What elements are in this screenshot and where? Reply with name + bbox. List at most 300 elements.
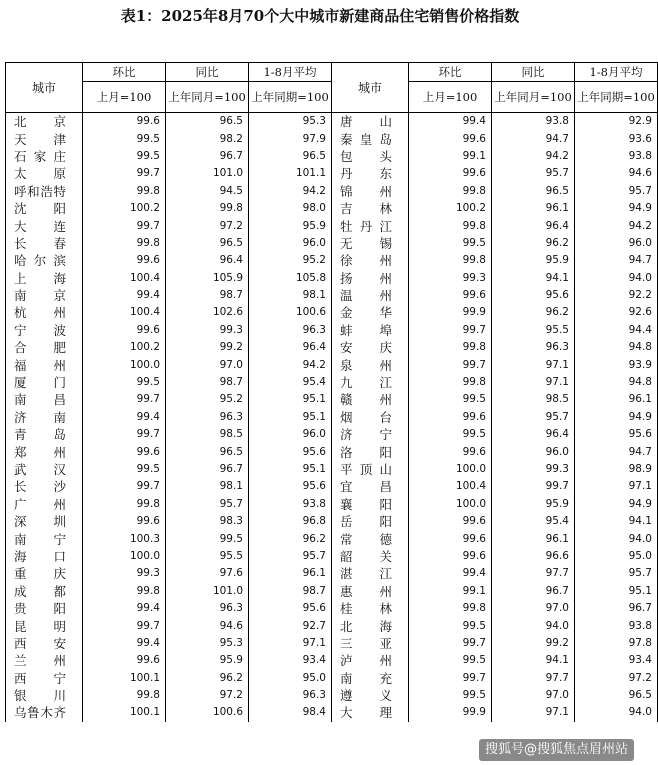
avg-value-right: 96.5 bbox=[575, 687, 658, 704]
city-name-left: 哈尔滨 bbox=[6, 252, 83, 269]
table-row bbox=[6, 670, 658, 687]
yoy-value-right: 96.4 bbox=[492, 426, 575, 443]
table-row bbox=[6, 391, 658, 408]
avg-value-right: 94.7 bbox=[575, 252, 658, 269]
city-name-left: 青岛 bbox=[6, 426, 83, 443]
table-row bbox=[6, 704, 658, 721]
avg-value-left: 95.3 bbox=[249, 113, 332, 131]
yoy-value-left: 95.2 bbox=[166, 391, 249, 408]
avg-value-left: 98.1 bbox=[249, 287, 332, 304]
yoy-value-left: 99.8 bbox=[166, 200, 249, 217]
yoy-value-left: 96.5 bbox=[166, 443, 249, 460]
mom-value-left: 99.6 bbox=[83, 252, 166, 269]
mom-value-right: 99.9 bbox=[409, 704, 492, 721]
city-name-left: 福州 bbox=[6, 356, 83, 373]
yoy-value-left: 97.2 bbox=[166, 687, 249, 704]
mom-value-right: 99.6 bbox=[409, 530, 492, 547]
mom-value-right: 99.5 bbox=[409, 391, 492, 408]
mom-value-left: 99.6 bbox=[83, 322, 166, 339]
city-name-left: 厦门 bbox=[6, 374, 83, 391]
avg-value-right: 92.2 bbox=[575, 287, 658, 304]
city-name-left: 石家庄 bbox=[6, 148, 83, 165]
city-name-right: 蚌埠 bbox=[332, 322, 409, 339]
yoy-value-right: 95.9 bbox=[492, 252, 575, 269]
mom-value-left: 99.8 bbox=[83, 687, 166, 704]
avg-value-right: 93.8 bbox=[575, 148, 658, 165]
avg-value-left: 96.3 bbox=[249, 687, 332, 704]
avg-value-right: 94.8 bbox=[575, 374, 658, 391]
table-row bbox=[6, 217, 658, 234]
city-name-left: 海口 bbox=[6, 548, 83, 565]
city-name-right: 襄阳 bbox=[332, 496, 409, 513]
city-name-left: 上海 bbox=[6, 270, 83, 287]
header-avg-base-left: 上年同期=100 bbox=[249, 82, 332, 113]
mom-value-left: 99.5 bbox=[83, 148, 166, 165]
yoy-value-right: 95.6 bbox=[492, 287, 575, 304]
avg-value-right: 93.4 bbox=[575, 652, 658, 669]
header-city-right: 城市 bbox=[332, 63, 409, 113]
avg-value-left: 100.6 bbox=[249, 304, 332, 321]
yoy-value-right: 94.1 bbox=[492, 270, 575, 287]
yoy-value-left: 96.7 bbox=[166, 148, 249, 165]
table-row bbox=[6, 252, 658, 269]
city-name-left: 深圳 bbox=[6, 513, 83, 530]
table-row bbox=[6, 513, 658, 530]
city-name-right: 吉林 bbox=[332, 200, 409, 217]
city-name-right: 包头 bbox=[332, 148, 409, 165]
avg-value-left: 95.2 bbox=[249, 252, 332, 269]
city-name-left: 杭州 bbox=[6, 304, 83, 321]
yoy-value-left: 96.7 bbox=[166, 461, 249, 478]
yoy-value-right: 96.4 bbox=[492, 217, 575, 234]
city-name-left: 南昌 bbox=[6, 391, 83, 408]
mom-value-right: 99.6 bbox=[409, 513, 492, 530]
yoy-value-right: 94.2 bbox=[492, 148, 575, 165]
header-mom-base-left: 上月=100 bbox=[83, 82, 166, 113]
city-name-left: 广州 bbox=[6, 496, 83, 513]
yoy-value-right: 97.0 bbox=[492, 600, 575, 617]
avg-value-left: 95.0 bbox=[249, 670, 332, 687]
yoy-value-left: 101.0 bbox=[166, 165, 249, 182]
yoy-value-right: 97.7 bbox=[492, 670, 575, 687]
table-row bbox=[6, 339, 658, 356]
avg-value-left: 93.8 bbox=[249, 496, 332, 513]
mom-value-left: 99.5 bbox=[83, 374, 166, 391]
price-index-table-container bbox=[5, 62, 655, 765]
city-name-left: 长春 bbox=[6, 235, 83, 252]
header-avg-left: 1-8月平均 bbox=[249, 63, 332, 82]
table-row bbox=[6, 270, 658, 287]
table-row bbox=[6, 304, 658, 321]
mom-value-left: 99.4 bbox=[83, 635, 166, 652]
table-row bbox=[6, 426, 658, 443]
mom-value-left: 100.0 bbox=[83, 356, 166, 373]
mom-value-left: 100.4 bbox=[83, 304, 166, 321]
city-name-right: 锦州 bbox=[332, 183, 409, 200]
table-row bbox=[6, 600, 658, 617]
city-name-right: 泉州 bbox=[332, 356, 409, 373]
yoy-value-left: 102.6 bbox=[166, 304, 249, 321]
city-name-right: 南充 bbox=[332, 670, 409, 687]
avg-value-right: 95.7 bbox=[575, 183, 658, 200]
mom-value-right: 99.6 bbox=[409, 130, 492, 147]
avg-value-left: 96.0 bbox=[249, 426, 332, 443]
yoy-value-left: 98.3 bbox=[166, 513, 249, 530]
avg-value-left: 95.9 bbox=[249, 217, 332, 234]
yoy-value-right: 95.9 bbox=[492, 496, 575, 513]
yoy-value-right: 96.6 bbox=[492, 548, 575, 565]
city-name-right: 金华 bbox=[332, 304, 409, 321]
mom-value-left: 99.6 bbox=[83, 513, 166, 530]
avg-value-right: 94.6 bbox=[575, 165, 658, 182]
city-name-right: 遵义 bbox=[332, 687, 409, 704]
yoy-value-right: 98.5 bbox=[492, 391, 575, 408]
yoy-value-left: 96.5 bbox=[166, 235, 249, 252]
mom-value-left: 99.7 bbox=[83, 617, 166, 634]
city-name-left: 兰州 bbox=[6, 652, 83, 669]
avg-value-right: 97.2 bbox=[575, 670, 658, 687]
mom-value-left: 99.6 bbox=[83, 113, 166, 131]
avg-value-left: 95.1 bbox=[249, 391, 332, 408]
mom-value-right: 99.3 bbox=[409, 270, 492, 287]
mom-value-right: 99.4 bbox=[409, 113, 492, 131]
mom-value-right: 100.0 bbox=[409, 496, 492, 513]
avg-value-right: 94.0 bbox=[575, 704, 658, 721]
mom-value-right: 99.5 bbox=[409, 652, 492, 669]
city-name-right: 烟台 bbox=[332, 409, 409, 426]
yoy-value-left: 95.3 bbox=[166, 635, 249, 652]
city-name-right: 桂林 bbox=[332, 600, 409, 617]
mom-value-left: 99.6 bbox=[83, 443, 166, 460]
mom-value-left: 99.7 bbox=[83, 478, 166, 495]
mom-value-right: 99.8 bbox=[409, 374, 492, 391]
mom-value-left: 99.7 bbox=[83, 165, 166, 182]
avg-value-left: 96.4 bbox=[249, 339, 332, 356]
city-name-right: 无锡 bbox=[332, 235, 409, 252]
yoy-value-left: 96.3 bbox=[166, 600, 249, 617]
avg-value-left: 98.0 bbox=[249, 200, 332, 217]
city-name-left: 大连 bbox=[6, 217, 83, 234]
mom-value-right: 99.8 bbox=[409, 217, 492, 234]
avg-value-left: 95.4 bbox=[249, 374, 332, 391]
yoy-value-right: 94.1 bbox=[492, 652, 575, 669]
city-name-left: 合肥 bbox=[6, 339, 83, 356]
yoy-value-left: 99.3 bbox=[166, 322, 249, 339]
yoy-value-right: 94.0 bbox=[492, 617, 575, 634]
table-row bbox=[6, 183, 658, 200]
table-row bbox=[6, 409, 658, 426]
avg-value-right: 95.7 bbox=[575, 565, 658, 582]
city-name-left: 太原 bbox=[6, 165, 83, 182]
header-mom-left: 环比 bbox=[83, 63, 166, 82]
mom-value-right: 99.7 bbox=[409, 322, 492, 339]
table-row bbox=[6, 461, 658, 478]
header-yoy-left: 同比 bbox=[166, 63, 249, 82]
mom-value-right: 99.6 bbox=[409, 548, 492, 565]
avg-value-right: 95.1 bbox=[575, 583, 658, 600]
avg-value-right: 94.1 bbox=[575, 513, 658, 530]
price-index-table bbox=[5, 62, 658, 722]
city-name-right: 北海 bbox=[332, 617, 409, 634]
mom-value-right: 99.5 bbox=[409, 687, 492, 704]
mom-value-right: 99.1 bbox=[409, 583, 492, 600]
yoy-value-right: 96.2 bbox=[492, 235, 575, 252]
yoy-value-left: 100.6 bbox=[166, 704, 249, 721]
mom-value-left: 99.6 bbox=[83, 652, 166, 669]
mom-value-left: 99.7 bbox=[83, 391, 166, 408]
yoy-value-left: 97.0 bbox=[166, 356, 249, 373]
yoy-value-left: 96.2 bbox=[166, 670, 249, 687]
yoy-value-left: 96.4 bbox=[166, 252, 249, 269]
mom-value-left: 100.1 bbox=[83, 670, 166, 687]
yoy-value-right: 96.7 bbox=[492, 583, 575, 600]
table-row bbox=[6, 583, 658, 600]
city-name-right: 韶关 bbox=[332, 548, 409, 565]
yoy-value-left: 94.5 bbox=[166, 183, 249, 200]
city-name-left: 宁波 bbox=[6, 322, 83, 339]
avg-value-left: 96.5 bbox=[249, 148, 332, 165]
yoy-value-right: 96.1 bbox=[492, 200, 575, 217]
avg-value-left: 98.7 bbox=[249, 583, 332, 600]
yoy-value-left: 101.0 bbox=[166, 583, 249, 600]
avg-value-left: 95.1 bbox=[249, 409, 332, 426]
mom-value-right: 99.6 bbox=[409, 165, 492, 182]
mom-value-right: 99.4 bbox=[409, 565, 492, 582]
table-row bbox=[6, 235, 658, 252]
avg-value-right: 94.0 bbox=[575, 530, 658, 547]
city-name-left: 西安 bbox=[6, 635, 83, 652]
city-name-right: 秦皇岛 bbox=[332, 130, 409, 147]
avg-value-left: 94.2 bbox=[249, 356, 332, 373]
mom-value-left: 99.7 bbox=[83, 217, 166, 234]
yoy-value-left: 98.5 bbox=[166, 426, 249, 443]
avg-value-left: 94.2 bbox=[249, 183, 332, 200]
header-avg-right: 1-8月平均 bbox=[575, 63, 658, 82]
city-name-right: 洛阳 bbox=[332, 443, 409, 460]
yoy-value-left: 99.5 bbox=[166, 530, 249, 547]
yoy-value-left: 98.7 bbox=[166, 374, 249, 391]
mom-value-right: 99.8 bbox=[409, 183, 492, 200]
mom-value-left: 100.2 bbox=[83, 200, 166, 217]
yoy-value-right: 97.1 bbox=[492, 704, 575, 721]
avg-value-left: 97.9 bbox=[249, 130, 332, 147]
city-name-left: 成都 bbox=[6, 583, 83, 600]
city-name-left: 南宁 bbox=[6, 530, 83, 547]
avg-value-left: 101.1 bbox=[249, 165, 332, 182]
yoy-value-right: 96.2 bbox=[492, 304, 575, 321]
city-name-right: 泸州 bbox=[332, 652, 409, 669]
avg-value-right: 94.8 bbox=[575, 339, 658, 356]
city-name-right: 平顶山 bbox=[332, 461, 409, 478]
avg-value-right: 94.2 bbox=[575, 217, 658, 234]
yoy-value-left: 94.6 bbox=[166, 617, 249, 634]
city-name-left: 银川 bbox=[6, 687, 83, 704]
yoy-value-right: 96.3 bbox=[492, 339, 575, 356]
city-name-left: 乌鲁木齐 bbox=[6, 704, 83, 721]
avg-value-left: 105.8 bbox=[249, 270, 332, 287]
table-row bbox=[6, 165, 658, 182]
mom-value-right: 99.7 bbox=[409, 635, 492, 652]
city-name-left: 武汉 bbox=[6, 461, 83, 478]
avg-value-right: 97.1 bbox=[575, 478, 658, 495]
city-name-right: 牡丹江 bbox=[332, 217, 409, 234]
city-name-right: 三亚 bbox=[332, 635, 409, 652]
mom-value-left: 99.4 bbox=[83, 287, 166, 304]
table-row bbox=[6, 130, 658, 147]
city-name-right: 岳阳 bbox=[332, 513, 409, 530]
avg-value-left: 96.3 bbox=[249, 322, 332, 339]
city-name-right: 大理 bbox=[332, 704, 409, 721]
avg-value-right: 92.9 bbox=[575, 113, 658, 131]
header-yoy-base-left: 上年同月=100 bbox=[166, 82, 249, 113]
mom-value-left: 99.5 bbox=[83, 130, 166, 147]
avg-value-left: 96.1 bbox=[249, 565, 332, 582]
yoy-value-right: 97.1 bbox=[492, 374, 575, 391]
avg-value-right: 96.0 bbox=[575, 235, 658, 252]
table-title: 表1：2025年8月70个大中城市新建商品住宅销售价格指数 bbox=[120, 7, 520, 25]
avg-value-right: 94.4 bbox=[575, 322, 658, 339]
yoy-value-left: 98.7 bbox=[166, 287, 249, 304]
mom-value-left: 100.2 bbox=[83, 339, 166, 356]
avg-value-left: 95.6 bbox=[249, 443, 332, 460]
mom-value-right: 99.1 bbox=[409, 148, 492, 165]
mom-value-left: 100.3 bbox=[83, 530, 166, 547]
avg-value-right: 96.7 bbox=[575, 600, 658, 617]
avg-value-right: 94.9 bbox=[575, 200, 658, 217]
avg-value-left: 95.7 bbox=[249, 548, 332, 565]
yoy-value-right: 95.7 bbox=[492, 409, 575, 426]
mom-value-right: 99.8 bbox=[409, 339, 492, 356]
city-name-left: 长沙 bbox=[6, 478, 83, 495]
yoy-value-right: 94.7 bbox=[492, 130, 575, 147]
yoy-value-right: 96.0 bbox=[492, 443, 575, 460]
mom-value-left: 100.4 bbox=[83, 270, 166, 287]
avg-value-right: 94.0 bbox=[575, 270, 658, 287]
mom-value-left: 100.1 bbox=[83, 704, 166, 721]
mom-value-left: 99.5 bbox=[83, 461, 166, 478]
table-row bbox=[6, 496, 658, 513]
table-row bbox=[6, 617, 658, 634]
avg-value-right: 98.9 bbox=[575, 461, 658, 478]
mom-value-right: 99.6 bbox=[409, 287, 492, 304]
mom-value-right: 99.6 bbox=[409, 409, 492, 426]
city-name-right: 赣州 bbox=[332, 391, 409, 408]
mom-value-left: 99.3 bbox=[83, 565, 166, 582]
mom-value-right: 99.8 bbox=[409, 600, 492, 617]
mom-value-right: 99.7 bbox=[409, 670, 492, 687]
mom-value-left: 99.4 bbox=[83, 600, 166, 617]
table-row bbox=[6, 530, 658, 547]
table-row bbox=[6, 565, 658, 582]
city-name-right: 徐州 bbox=[332, 252, 409, 269]
header-mom-base-right: 上月=100 bbox=[409, 82, 492, 113]
yoy-value-right: 96.5 bbox=[492, 183, 575, 200]
city-name-left: 天津 bbox=[6, 130, 83, 147]
avg-value-right: 93.8 bbox=[575, 617, 658, 634]
city-name-left: 昆明 bbox=[6, 617, 83, 634]
avg-value-right: 92.6 bbox=[575, 304, 658, 321]
city-name-left: 沈阳 bbox=[6, 200, 83, 217]
table-row bbox=[6, 113, 658, 131]
yoy-value-left: 96.5 bbox=[166, 113, 249, 131]
yoy-value-left: 97.2 bbox=[166, 217, 249, 234]
yoy-value-left: 95.5 bbox=[166, 548, 249, 565]
city-name-left: 重庆 bbox=[6, 565, 83, 582]
mom-value-right: 99.9 bbox=[409, 304, 492, 321]
yoy-value-right: 97.1 bbox=[492, 356, 575, 373]
table-row bbox=[6, 687, 658, 704]
avg-value-left: 96.0 bbox=[249, 235, 332, 252]
mom-value-right: 100.2 bbox=[409, 200, 492, 217]
table-body bbox=[6, 113, 658, 722]
city-name-right: 宜昌 bbox=[332, 478, 409, 495]
avg-value-right: 93.9 bbox=[575, 356, 658, 373]
mom-value-right: 99.5 bbox=[409, 426, 492, 443]
mom-value-right: 99.5 bbox=[409, 617, 492, 634]
avg-value-left: 96.8 bbox=[249, 513, 332, 530]
city-name-right: 温州 bbox=[332, 287, 409, 304]
mom-value-right: 99.5 bbox=[409, 235, 492, 252]
mom-value-left: 99.8 bbox=[83, 235, 166, 252]
city-name-right: 扬州 bbox=[332, 270, 409, 287]
table-row bbox=[6, 635, 658, 652]
avg-value-left: 95.6 bbox=[249, 478, 332, 495]
table-row bbox=[6, 478, 658, 495]
avg-value-left: 93.4 bbox=[249, 652, 332, 669]
yoy-value-right: 97.7 bbox=[492, 565, 575, 582]
yoy-value-right: 96.1 bbox=[492, 530, 575, 547]
city-name-left: 济南 bbox=[6, 409, 83, 426]
avg-value-right: 93.6 bbox=[575, 130, 658, 147]
yoy-value-left: 95.7 bbox=[166, 496, 249, 513]
avg-value-right: 95.0 bbox=[575, 548, 658, 565]
mom-value-right: 99.7 bbox=[409, 356, 492, 373]
city-name-right: 九江 bbox=[332, 374, 409, 391]
watermark: 搜狐号@搜狐焦点眉州站 bbox=[479, 739, 634, 761]
city-name-right: 湛江 bbox=[332, 565, 409, 582]
avg-value-left: 95.6 bbox=[249, 600, 332, 617]
mom-value-right: 99.8 bbox=[409, 252, 492, 269]
table-row bbox=[6, 548, 658, 565]
table-row bbox=[6, 148, 658, 165]
avg-value-left: 95.1 bbox=[249, 461, 332, 478]
yoy-value-right: 95.4 bbox=[492, 513, 575, 530]
mom-value-left: 99.8 bbox=[83, 583, 166, 600]
table-row bbox=[6, 322, 658, 339]
table-row bbox=[6, 443, 658, 460]
yoy-value-left: 97.6 bbox=[166, 565, 249, 582]
avg-value-right: 94.9 bbox=[575, 409, 658, 426]
yoy-value-left: 96.3 bbox=[166, 409, 249, 426]
mom-value-left: 99.7 bbox=[83, 426, 166, 443]
avg-value-left: 97.1 bbox=[249, 635, 332, 652]
mom-value-left: 99.8 bbox=[83, 496, 166, 513]
header-yoy-base-right: 上年同月=100 bbox=[492, 82, 575, 113]
yoy-value-right: 97.0 bbox=[492, 687, 575, 704]
yoy-value-right: 95.5 bbox=[492, 322, 575, 339]
avg-value-right: 94.9 bbox=[575, 496, 658, 513]
table-row bbox=[6, 287, 658, 304]
mom-value-left: 99.8 bbox=[83, 183, 166, 200]
yoy-value-right: 99.3 bbox=[492, 461, 575, 478]
city-name-right: 唐山 bbox=[332, 113, 409, 131]
avg-value-left: 98.4 bbox=[249, 704, 332, 721]
yoy-value-left: 105.9 bbox=[166, 270, 249, 287]
city-name-right: 惠州 bbox=[332, 583, 409, 600]
city-name-left: 呼和浩特 bbox=[6, 183, 83, 200]
header-mom-right: 环比 bbox=[409, 63, 492, 82]
city-name-right: 济宁 bbox=[332, 426, 409, 443]
